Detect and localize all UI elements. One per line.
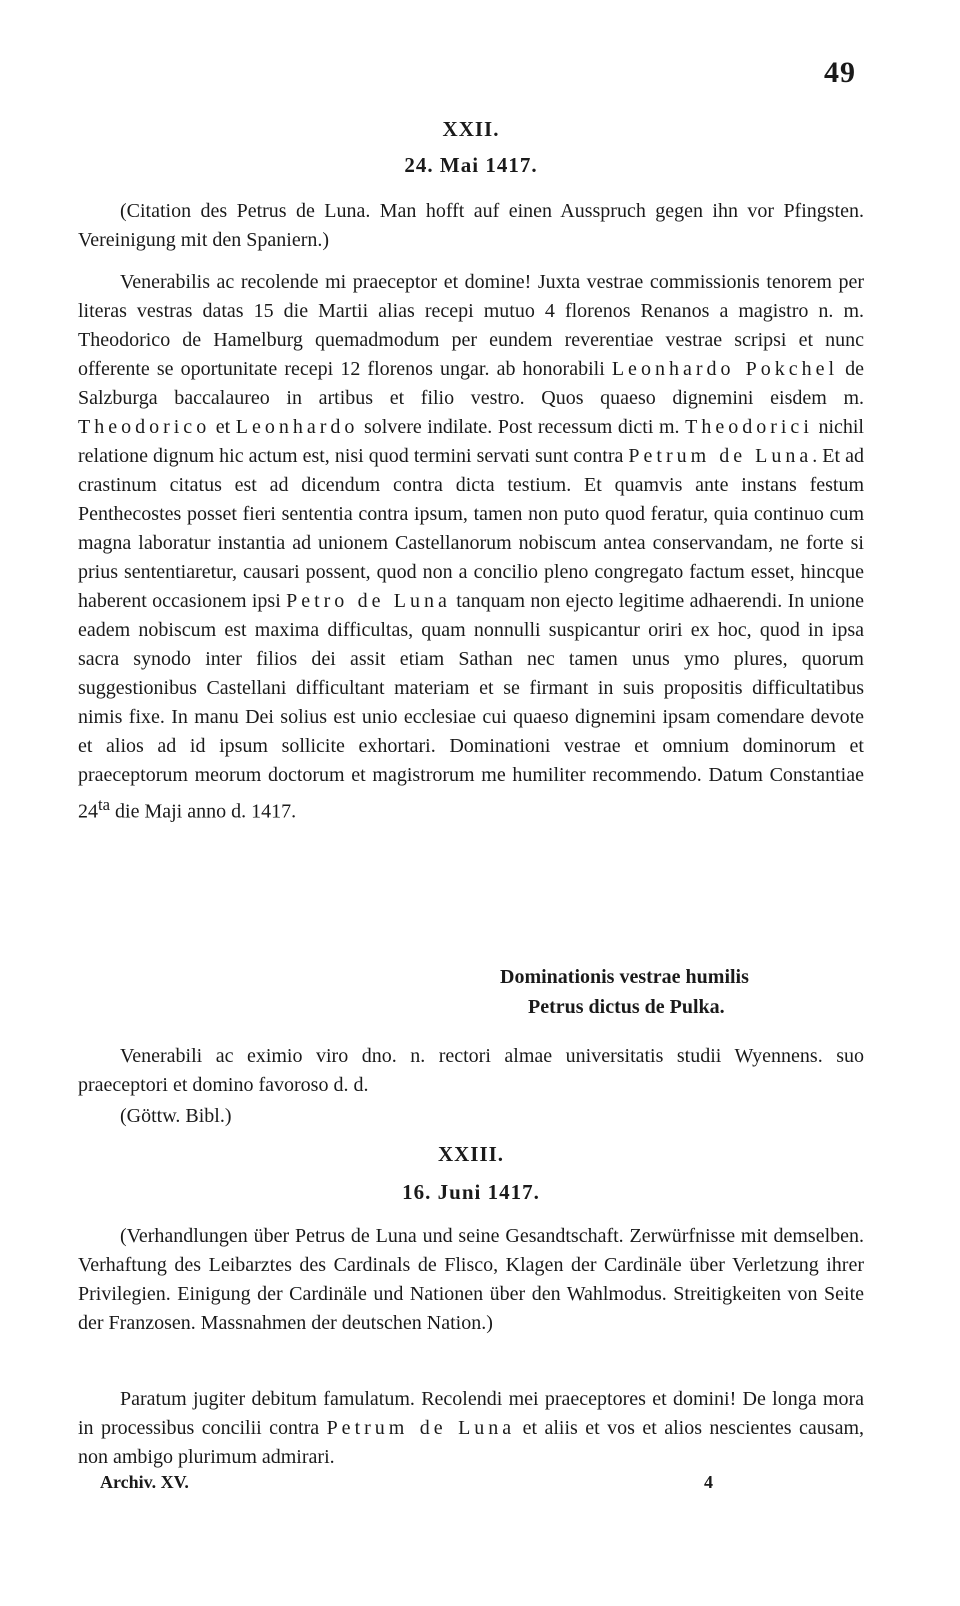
date-superscript: ta: [98, 795, 111, 814]
signature-block: [500, 962, 749, 1022]
person-name: Theodorici: [685, 416, 813, 438]
person-name: Petrum de Luna: [326, 1417, 516, 1439]
document-summary-xxiii: (Verhandlungen über Petrus de Luna und seine Gesandtschaft. Zerwürfnisse mit demselben. Verhaftung des Leibarztes des Cardinals de Flisco, Klagen der Cardinäle über Verletzung ihrer Privilegien. Einigung der Cardinäle und Nationen über den Wahlmodus. Streitigkeiten von Seite der Franzosen. Massnahmen der deutschen Nation.): [78, 1225, 864, 1334]
document-heading-xxiii: XXIII.: [437, 1142, 505, 1166]
source-note: (Göttw. Bibl.): [120, 1105, 232, 1127]
letter-address: Venerabili ac eximio viro dno. n. rectori almae universitatis studii Wyennens. suo praeceptori et domino favoroso d. d.: [78, 1045, 864, 1096]
person-name: Petrum de Luna: [628, 445, 813, 467]
signature-line: Dominationis vestrae humilis: [500, 966, 749, 988]
person-name: Leonhardo Pokchel: [611, 358, 839, 380]
letter-body-xxiii: Paratum jugiter debitum famulatum. Recolendi mei praeceptores et domini! De longa mora in processibus concilii contra Petrum de Luna et aliis et vos et alios nescientes causam, non ambigo plurimum admirari.: [78, 1388, 864, 1468]
document-heading-xxii: XXII.: [442, 117, 500, 141]
signature-mark: Archiv. XV.: [100, 1472, 189, 1492]
person-name: Theodorico: [78, 416, 211, 438]
document-date-xxiii: 16. Juni 1417.: [402, 1180, 540, 1204]
sheet-number: 4: [704, 1472, 713, 1492]
person-name: Petro de Luna: [286, 590, 451, 612]
letter-body-xxii: Venerabilis ac recolende mi praeceptor et domine! Juxta vestrae commissionis tenorem per literas vestras datas 15 die Martii alias recepi mutuo 4 florenos Renanos a magistro n. m. Theodorico de Hamelburg quemadmodum per eundem reverentiae vestrae scripsi et nunc offerente se oportunitate recepi 12 florenos ungar. ab honorabili Leonhardo Pokchel de Salzburga baccalaureo in artibus et filio vestro. Quos quaeso dignemini eisdem m. Theodorico et Leonhardo solvere indilate. Post recessum dicti m. Theodorici nichil relatione dignum hic actum est, nisi quod termini servati sunt contra Petrum de Luna. Et ad crastinum citatus est ad dicendum contra dicta testium. Et quamvis ante instans festum Penthecostes posset fieri sententia contra ipsum, tamen non puto quod feratur, quia continuo cum magna laboratur instantia ad unionem Castellanorum nobiscum antea conservandam, ne forte si prius sententiaretur, causari possent, quod non a concilio pleno congregato factum esset, hincque haberent occasionem ipsi Petro de Luna tanquam non ejecto legitime adhaerendi. In unione eadem nobiscum est maxima difficultas, quam nonnulli suspicantur oriri ex hoc, quod in ipsa sacra synodo inter filios dei assit etiam Sathan nec tamen unus ymo plures, quorum suggestionibus Castellani difficultant materiam et se firmant in suis propositis difficultatibus nimis fixe. In manu Dei solius est unio ecclesiae cui quaeso dignemini ipsam comendare devote et alios ad id ipsum sollicite exhortari. Dominationi vestrae et omnium dominorum et praeceptorum meorum doctorum et magistrorum me humiliter recommendo. Datum Constantiae $24^{ta}$ die Maji anno d. 1417.: [78, 271, 865, 823]
page-number: 49: [824, 56, 856, 89]
signature-name: Petrus dictus de Pulka.: [528, 996, 725, 1018]
document-summary-xxii: (Citation des Petrus de Luna. Man hofft auf einen Ausspruch gegen ihn vor Pfingsten. Vereinigung mit den Spaniern.): [78, 200, 864, 251]
document-date-xxii: 24. Mai 1417.: [404, 153, 538, 177]
person-name: Leonhardo: [235, 416, 359, 438]
